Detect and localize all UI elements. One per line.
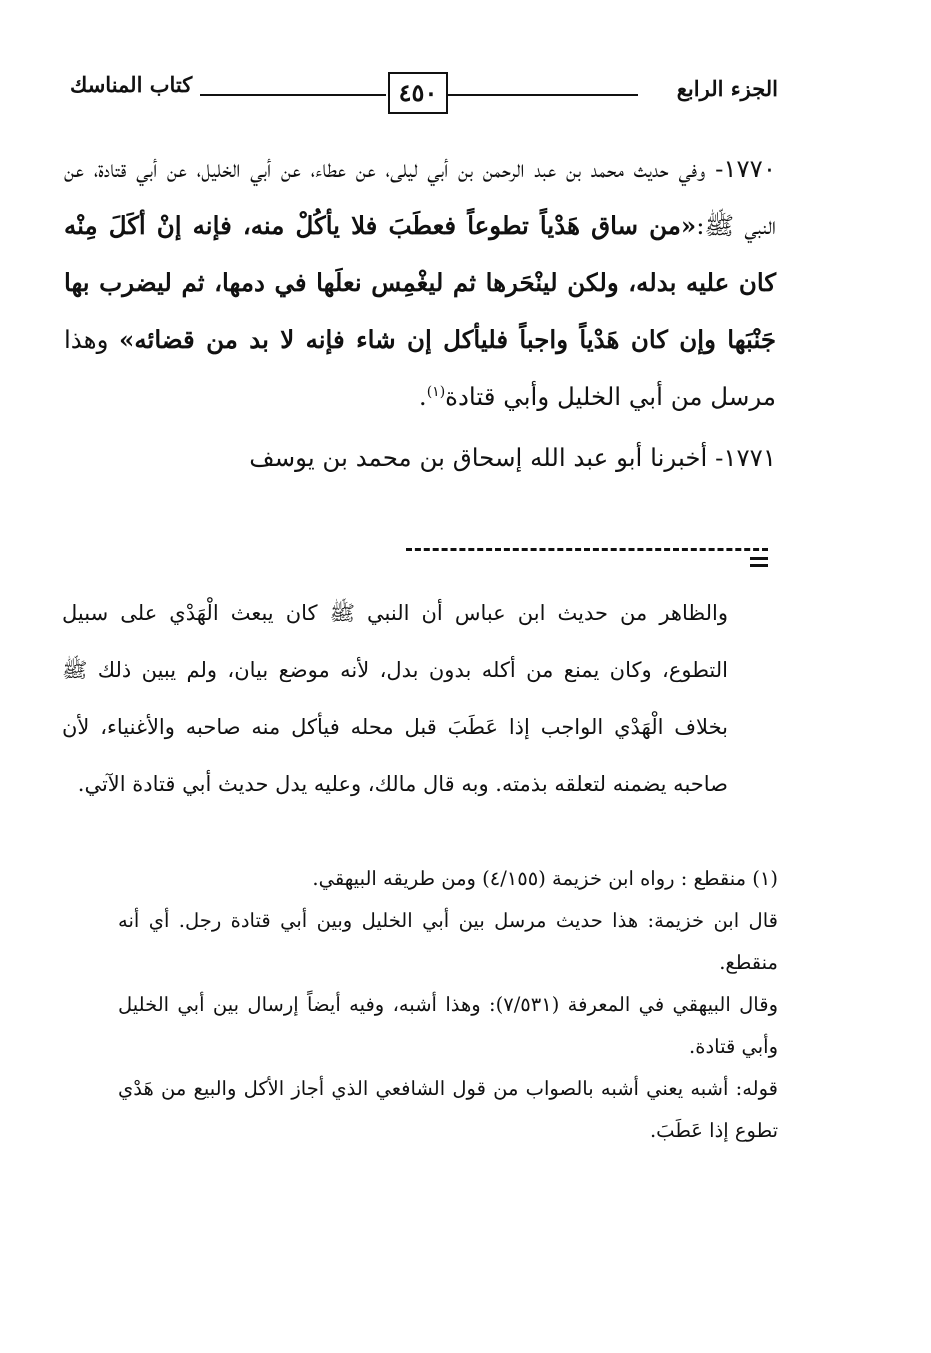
dashed-separator — [406, 548, 768, 551]
footnote-para-3: قوله: أشبه يعني أشبه بالصواب من قول الشافعي الذي أجاز الأكل والبيع من هَدْي تطوع إذا عَطَبَ. — [118, 1077, 778, 1142]
page-number: ٤٥٠ — [388, 72, 448, 114]
hadith-1771: ١٧٧١- أخبرنا أبو عبد الله إسحاق بن محمد بن يوسف — [249, 443, 776, 472]
commentary-text: والظاهر من حديث ابن عباس أن النبي ﷺ كان يبعث الْهَدْي على سبيل التطوع، وكان يمنع من أكله بدون بدل، لأنه موضع بيان، ولم يبين ذلك ﷺ بخلاف الْهَدْي الواجب إذا عَطَبَ قبل محله فيأكل منه صاحبه والأغنياء، لأن صاحبه يضمنه لتعلقه بذمته. وبه قال مالك، وعليه يدل حديث أبي قتادة الآتي. — [62, 601, 728, 796]
hadith-1770-lead: ١٧٧٠- وفي حديث محمد بن عبد الرحمن بن أبي ليلى، عن عطاء، عن أبي الخليل، عن أبي قتادة، عن النبي ﷺ: — [64, 154, 776, 240]
hadith-1770-quote: «من ساق هَدْياً تطوعاً فعطَبَ فلا يأكُلْ منه، فإنه إنْ أكَلَ مِنْه كان عليه بدله، ولكن لينْحَرها ثم ليغْمِس نعلَها في دمها، ثم ليضرب بها جَنْبَها وإن كان هَدْياً واجباً فليأكل إن شاء فإنه لا بد من قضائه» — [64, 211, 776, 354]
equals-mark — [750, 557, 768, 571]
footnote-line-1-text: منقطع : رواه ابن خزيمة (٤/١٥٥) ومن طريقه البيهقي. — [312, 867, 747, 890]
footnote-line-1 — [62, 858, 778, 900]
header-rule-right — [446, 94, 638, 96]
main-text — [64, 140, 776, 486]
footnote — [62, 858, 778, 1152]
commentary — [62, 585, 728, 813]
page-header — [62, 70, 780, 114]
hadith-1770 — [64, 140, 776, 425]
hadith-1770-tail: وهذا مرسل من أبي الخليل وأبي قتادة — [64, 325, 776, 411]
hadith-1770-end: . — [418, 382, 427, 411]
book-title: كتاب المناسك — [70, 72, 193, 97]
volume-title: الجزء الرابع — [676, 76, 778, 101]
footnote-marker: (١) — [752, 867, 778, 890]
footnote-para-2: وقال البيهقي في المعرفة (٧/٥٣١): وهذا أشبه، وفيه أيضاً إرسال بين أبي الخليل وأبي قتادة. — [118, 993, 778, 1058]
footnote-ref: (١) — [426, 384, 446, 400]
header-rule-left — [200, 94, 386, 96]
footnote-para-1: قال ابن خزيمة: هذا حديث مرسل بين أبي الخليل وبين أبي قتادة رجل. أي أنه منقطع. — [118, 909, 778, 974]
